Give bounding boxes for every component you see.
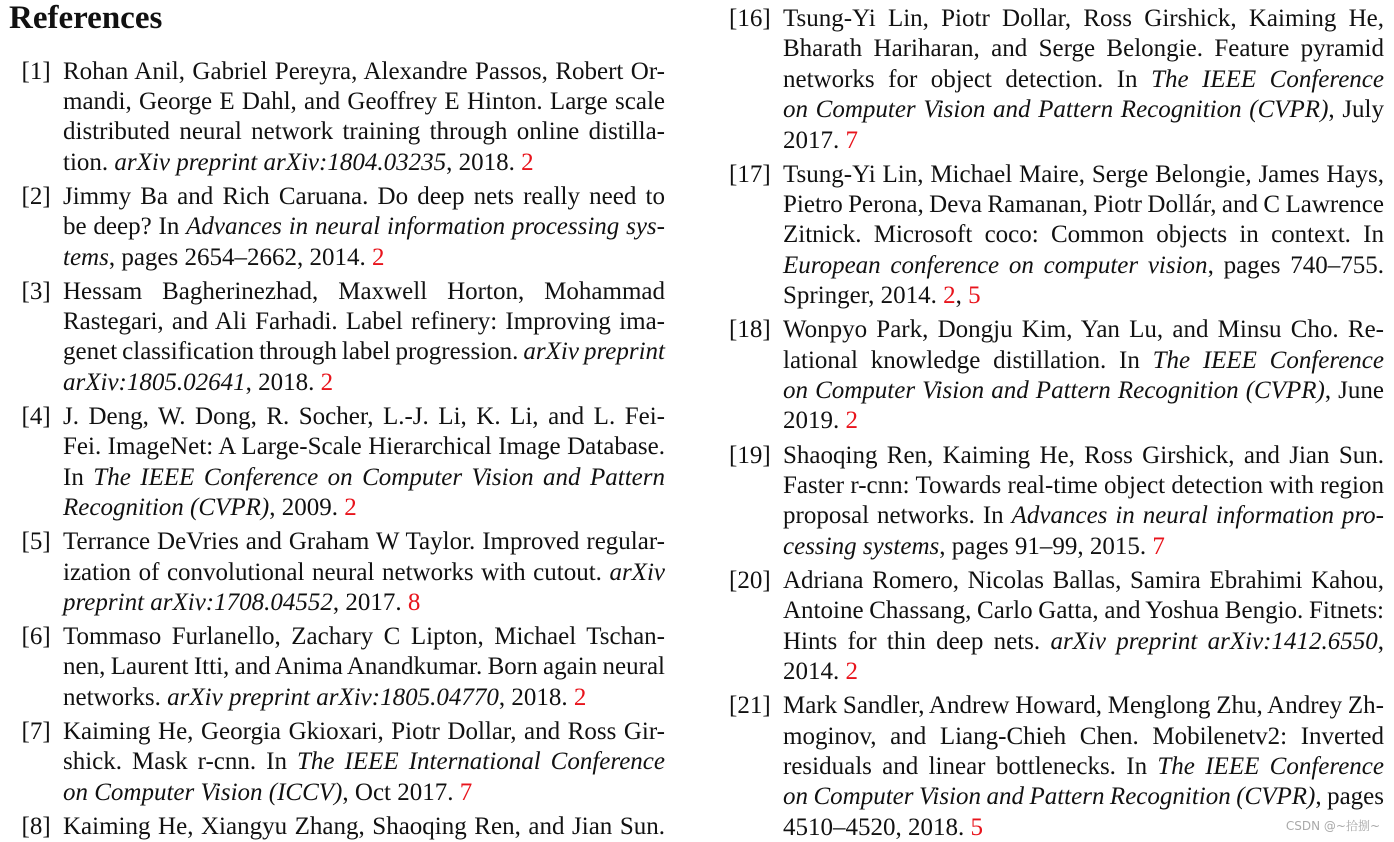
reference-line: [783, 66, 1384, 94]
reference-line: [783, 628, 1384, 656]
text-run: Hints for thin deep nets.: [783, 627, 1051, 655]
reference-line: [63, 589, 665, 617]
text-run: Bharath Hariharan, and Serge Belongie. Feature pyramid: [783, 35, 1384, 63]
reference-line: [63, 813, 665, 841]
text-run: , pages: [1315, 783, 1384, 811]
text-run: distributed neural network training through online distilla-: [63, 118, 665, 146]
italic-text-run: arXiv preprint: [523, 338, 666, 366]
reference-line-text: [63, 58, 665, 86]
reference-line: [783, 783, 1384, 811]
reference-line: [783, 161, 1384, 189]
text-run: 2019.: [783, 407, 846, 435]
reference-line: [783, 753, 1384, 781]
text-run: moginov, and Liang-Chieh Chen. Mobilenetv2: Inverted: [783, 722, 1384, 750]
reference-entry: [0, 183, 665, 271]
reference-line: [63, 718, 665, 746]
reference-number: [1]: [21, 57, 51, 85]
reference-line: [63, 58, 665, 86]
text-run: , pages 740–755.: [1207, 251, 1384, 279]
reference-line-text: [783, 753, 1384, 781]
reference-text: [63, 183, 665, 271]
reference-line: [63, 433, 665, 461]
text-run: residuals and linear bottlenecks. In: [783, 752, 1158, 780]
reference-line-text: [63, 748, 665, 776]
text-run: , 2018.: [498, 683, 574, 711]
reference-line-text: [783, 161, 1384, 189]
reference-entry: [700, 442, 1385, 561]
text-run: Springer, 2014.: [783, 282, 944, 310]
italic-text-run: European conference on computer vision: [783, 251, 1208, 279]
back-reference-link[interactable]: 2: [320, 368, 334, 396]
reference-number: [3]: [21, 277, 51, 305]
reference-line-text: [783, 472, 1384, 500]
reference-entry: [700, 5, 1385, 154]
reference-line-text: [783, 316, 1384, 344]
reference-text: [63, 813, 665, 841]
back-reference-link[interactable]: 2: [372, 243, 385, 271]
reference-line: [783, 442, 1384, 470]
reference-line: [63, 88, 665, 116]
reference-entry: [0, 718, 665, 806]
reference-number: [18]: [729, 316, 771, 344]
reference-line: [63, 369, 665, 397]
reference-text: [783, 5, 1384, 154]
reference-entry: [0, 58, 665, 177]
reference-number: [8]: [21, 812, 51, 840]
reference-entry: [700, 692, 1385, 841]
italic-text-run: The IEEE International Conference: [297, 748, 665, 776]
text-run: , Oct 2017.: [342, 778, 460, 806]
text-run: , 2018.: [245, 368, 321, 396]
reference-line: [63, 748, 665, 776]
text-run: 2017.: [783, 126, 846, 154]
text-run: Adriana Romero, Nicolas Ballas, Samira Ebrahimi Kahou,: [783, 566, 1384, 594]
reference-line-text: [63, 278, 665, 306]
reference-line-text: [63, 653, 665, 681]
back-reference-link[interactable]: 5: [970, 813, 983, 841]
text-run: , July: [1328, 96, 1384, 124]
text-run: Mark Sandler, Andrew Howard, Menglong Zhu, Andrey Zh-: [783, 692, 1384, 720]
text-run: Terrance DeVries and Graham W Taylor. Improved regular-: [63, 528, 665, 556]
reference-line: [783, 282, 1384, 310]
text-run: Kaiming He, Xiangyu Zhang, Shaoqing Ren, and Jian Sun.: [63, 812, 665, 840]
text-run: Wonpyo Park, Dongju Kim, Yan Lu, and Minsu Cho. Re-: [783, 316, 1384, 344]
back-reference-link[interactable]: 7: [845, 126, 858, 154]
back-reference-link[interactable]: 2: [521, 148, 534, 176]
reference-line: [783, 692, 1384, 720]
reference-line-text: [783, 66, 1384, 94]
back-reference-link[interactable]: 8: [407, 588, 421, 616]
reference-line-text: [63, 308, 665, 336]
text-run: Pietro Perona, Deva Ramanan, Piotr Dollár, and C Lawrence: [783, 191, 1384, 219]
reference-line: [783, 221, 1384, 249]
text-run: be deep? In: [63, 213, 187, 241]
reference-text: [783, 567, 1384, 686]
reference-line-text: [63, 244, 385, 272]
reference-line: [63, 494, 665, 522]
reference-line-text: [63, 623, 665, 651]
reference-line: [63, 183, 665, 211]
reference-entry: [0, 278, 665, 397]
references-heading: References: [9, 0, 163, 36]
italic-text-run: arXiv: [609, 558, 665, 586]
italic-text-run: on Computer Vision and Pattern Recognition (CVPR): [783, 377, 1325, 405]
reference-entry: [700, 316, 1385, 435]
reference-line-text: [783, 35, 1384, 63]
back-reference-link[interactable]: 2: [845, 658, 858, 686]
text-run: Tsung-Yi Lin, Piotr Dollar, Ross Girshick, Kaiming He,: [783, 5, 1384, 32]
reference-line: [63, 528, 665, 556]
italic-text-run: The IEEE Conference: [1151, 65, 1384, 93]
reference-entry: [0, 623, 665, 711]
text-run: ization of convolutional neural networks with cutout.: [63, 558, 610, 586]
italic-text-run: The IEEE Conference: [1152, 346, 1384, 374]
text-run: genet classification through label progression.: [63, 338, 524, 366]
reference-line-text: [63, 779, 472, 807]
italic-text-run: The IEEE Conference on Computer Vision and Pattern: [93, 463, 666, 491]
reference-line-text: [63, 338, 665, 366]
reference-line: [783, 252, 1384, 280]
reference-line-text: [63, 213, 665, 241]
reference-line: [783, 5, 1384, 33]
text-run: , 2009.: [269, 494, 345, 522]
text-run: nen, Laurent Itti, and Anima Anandkumar. Born again neural: [63, 653, 665, 681]
text-run: , June: [1324, 377, 1384, 405]
reference-line-text: [63, 494, 357, 522]
reference-number: [2]: [21, 182, 51, 210]
reference-line-text: [63, 433, 665, 461]
reference-line-text: [783, 377, 1384, 405]
reference-text: [783, 161, 1384, 310]
reference-line: [783, 502, 1384, 530]
italic-text-run: arXiv preprint arXiv:1805.04770: [167, 683, 499, 711]
italic-text-run: Advances in neural information pro-: [1011, 502, 1385, 530]
reference-line: [63, 779, 665, 807]
reference-line: [63, 623, 665, 651]
reference-line-text: [783, 5, 1384, 33]
reference-entry: [700, 161, 1385, 310]
text-run: networks.: [63, 683, 168, 711]
reference-line: [63, 559, 665, 587]
back-reference-link[interactable]: 2: [845, 407, 858, 435]
reference-line-text: [783, 221, 1384, 249]
reference-line: [783, 472, 1384, 500]
italic-text-run: The IEEE Conference: [1157, 752, 1384, 780]
reference-line: [783, 723, 1384, 751]
reference-line: [783, 377, 1384, 405]
reference-entry: [0, 528, 665, 616]
text-run: Hessam Bagherinezhad, Maxwell Horton, Mohammad: [63, 277, 665, 305]
italic-text-run: tems: [63, 243, 109, 271]
reference-line-text: [63, 88, 665, 116]
reference-line: [783, 567, 1384, 595]
reference-line-text: [783, 96, 1384, 124]
reference-line-text: [63, 813, 665, 841]
watermark: CSDN @~拾捌~: [1285, 819, 1380, 833]
text-run: , pages 2654–2662, 2014.: [108, 243, 372, 271]
text-run: Tommaso Furlanello, Zachary C Lipton, Michael Tschan-: [63, 623, 665, 651]
reference-number: [7]: [21, 717, 51, 745]
text-run: , pages 91–99, 2015.: [939, 532, 1153, 560]
reference-line-text: [783, 628, 1384, 656]
text-run: ,: [955, 282, 969, 310]
reference-number: [16]: [729, 5, 771, 32]
reference-line: [63, 149, 665, 177]
text-run: ,: [1377, 627, 1384, 655]
references-column-right: [700, 5, 1385, 841]
reference-line: [63, 308, 665, 336]
reference-line-text: [63, 589, 420, 617]
back-reference-link[interactable]: 7: [459, 778, 473, 806]
reference-line: [63, 278, 665, 306]
reference-line-text: [783, 783, 1384, 811]
text-run: mandi, George E Dahl, and Geoffrey E Hinton. Large scale: [63, 87, 665, 115]
reference-line-text: [783, 502, 1384, 530]
italic-text-run: arXiv:1805.02641: [63, 368, 246, 396]
reference-line: [63, 118, 665, 146]
italic-text-run: Recognition (CVPR): [63, 494, 270, 522]
reference-line: [63, 403, 665, 431]
reference-text: [63, 718, 665, 806]
italic-text-run: on Computer Vision and Pattern Recognition (CVPR): [783, 96, 1329, 124]
reference-line-text: [783, 533, 1165, 561]
reference-line-text: [63, 403, 665, 431]
reference-line: [783, 658, 1384, 686]
reference-line-text: [63, 528, 665, 556]
reference-line-text: [783, 658, 858, 686]
text-run: Faster r-cnn: Towards real-time object detection with region: [783, 471, 1384, 499]
reference-line: [783, 127, 1384, 155]
reference-entry: [700, 567, 1385, 686]
reference-line: [63, 653, 665, 681]
reference-line: [63, 684, 665, 712]
reference-line: [63, 244, 665, 272]
references-column-left: [0, 58, 665, 841]
text-run: , 2017.: [332, 588, 408, 616]
reference-number: [5]: [21, 528, 51, 556]
text-run: lational knowledge distillation. In: [783, 346, 1153, 374]
italic-text-run: on Computer Vision and Pattern Recognition (CVPR): [783, 783, 1316, 811]
reference-number: [20]: [729, 566, 771, 594]
reference-entry: [0, 813, 665, 841]
reference-line: [783, 347, 1384, 375]
reference-line-text: [783, 442, 1384, 470]
reference-line-text: [783, 191, 1384, 219]
reference-line: [783, 533, 1384, 561]
text-run: Rastegari, and Ali Farhadi. Label refinery: Improving ima-: [63, 308, 665, 336]
reference-line-text: [783, 407, 858, 435]
back-reference-link[interactable]: 2: [344, 494, 357, 522]
back-reference-link[interactable]: 7: [1152, 532, 1165, 560]
reference-number: [17]: [729, 160, 771, 188]
reference-number: [6]: [21, 623, 51, 651]
reference-text: [63, 623, 665, 711]
text-run: In: [63, 463, 94, 491]
reference-line-text: [783, 282, 981, 310]
reference-line-text: [783, 567, 1384, 595]
text-run: 2014.: [783, 658, 846, 686]
reference-line: [63, 338, 665, 366]
italic-text-run: preprint arXiv:1708.04552: [63, 588, 333, 616]
text-run: Zitnick. Microsoft coco: Common objects in context. In: [783, 221, 1384, 249]
italic-text-run: on Computer Vision (ICCV): [63, 778, 343, 806]
reference-line-text: [63, 369, 333, 397]
reference-number: [19]: [729, 441, 771, 469]
reference-line-text: [63, 149, 534, 177]
text-run: J. Deng, W. Dong, R. Socher, L.-J. Li, K. Li, and L. Fei-: [63, 402, 665, 430]
reference-line-text: [783, 127, 858, 155]
reference-line: [783, 407, 1384, 435]
italic-text-run: arXiv preprint arXiv:1804.03235: [114, 148, 447, 176]
reference-line-text: [783, 723, 1384, 751]
reference-line: [783, 316, 1384, 344]
reference-text: [63, 278, 665, 397]
reference-line-text: [783, 692, 1384, 720]
reference-line-text: [63, 684, 586, 712]
text-run: , 2018.: [446, 148, 522, 176]
back-reference-link[interactable]: 2: [573, 683, 587, 711]
reference-line: [783, 597, 1384, 625]
reference-text: [63, 403, 665, 522]
reference-line-text: [63, 464, 665, 492]
reference-number: [21]: [729, 692, 771, 720]
reference-line-text: [783, 252, 1384, 280]
reference-text: [63, 58, 665, 177]
reference-line-text: [63, 718, 665, 746]
italic-text-run: cessing systems: [783, 532, 940, 560]
reference-number: [4]: [21, 402, 51, 430]
text-run: tion.: [63, 148, 115, 176]
reference-line-text: [783, 814, 983, 842]
reference-text: [63, 528, 665, 616]
text-run: Tsung-Yi Lin, Michael Maire, Serge Belongie, James Hays,: [783, 160, 1384, 188]
reference-line-text: [63, 183, 665, 211]
reference-text: [783, 442, 1384, 561]
reference-line: [783, 96, 1384, 124]
text-run: Fei. ImageNet: A Large-Scale Hierarchical Image Database.: [63, 433, 665, 461]
reference-line: [783, 35, 1384, 63]
reference-line-text: [783, 597, 1384, 625]
text-run: shick. Mask r-cnn. In: [63, 748, 298, 776]
reference-line: [783, 191, 1384, 219]
text-run: Antoine Chassang, Carlo Gatta, and Yoshua Bengio. Fitnets:: [783, 597, 1384, 625]
back-reference-link[interactable]: 5: [968, 282, 981, 310]
italic-text-run: Advances in neural information processing sys-: [186, 213, 665, 241]
reference-line: [63, 213, 665, 241]
text-run: Jimmy Ba and Rich Caruana. Do deep nets really need to: [63, 182, 665, 210]
reference-text: [783, 316, 1384, 435]
text-run: networks for object detection. In: [783, 65, 1152, 93]
text-run: 4510–4520, 2018.: [783, 813, 971, 841]
italic-text-run: arXiv preprint arXiv:1412.6550: [1050, 627, 1378, 655]
text-run: Kaiming He, Georgia Gkioxari, Piotr Dollar, and Ross Gir-: [63, 717, 665, 745]
reference-line-text: [783, 347, 1384, 375]
text-run: proposal networks. In: [783, 502, 1012, 530]
text-run: Rohan Anil, Gabriel Pereyra, Alexandre Passos, Robert Or-: [63, 57, 665, 85]
reference-line: [63, 464, 665, 492]
reference-line-text: [63, 118, 665, 146]
back-reference-link[interactable]: 2: [943, 282, 956, 310]
reference-line-text: [63, 559, 665, 587]
reference-entry: [0, 403, 665, 522]
text-run: Shaoqing Ren, Kaiming He, Ross Girshick, and Jian Sun.: [783, 441, 1384, 469]
